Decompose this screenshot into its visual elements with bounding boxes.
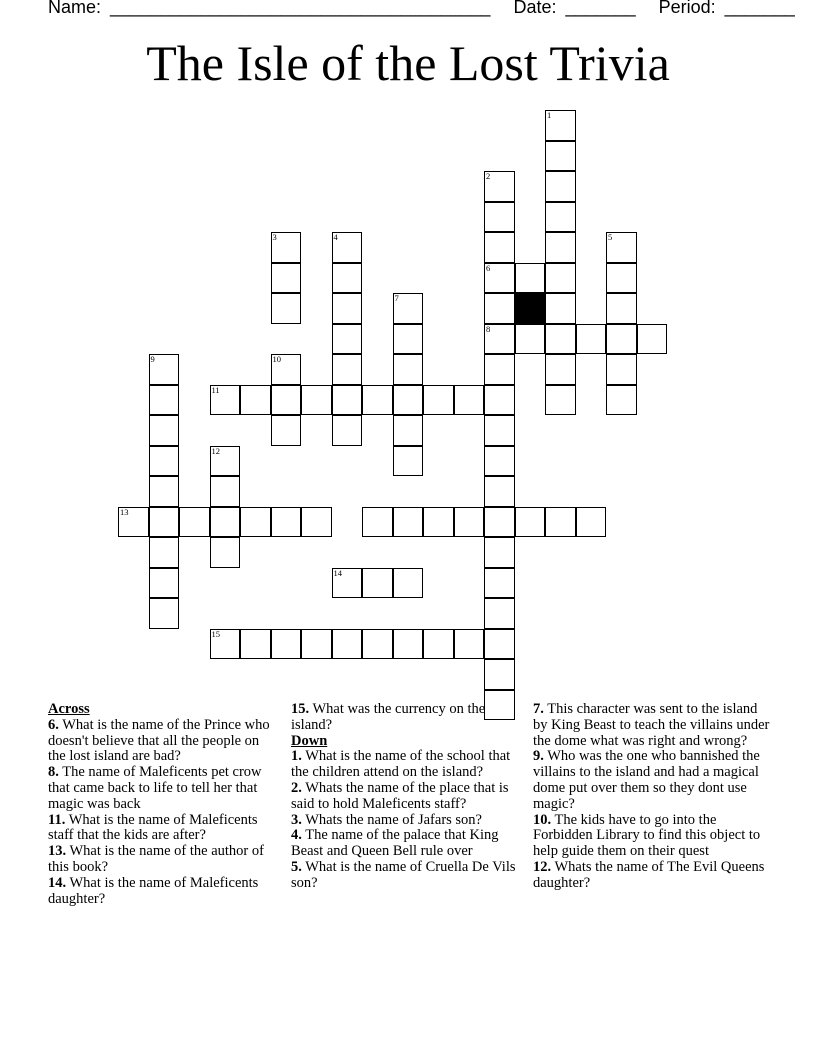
crossword-cell[interactable] <box>332 415 363 446</box>
crossword-cell[interactable] <box>118 507 149 538</box>
crossword-cell[interactable] <box>484 293 515 324</box>
crossword-cell[interactable] <box>210 537 241 568</box>
crossword-cell[interactable] <box>606 232 637 263</box>
crossword-cell[interactable] <box>301 507 332 538</box>
crossword-cell[interactable] <box>484 415 515 446</box>
crossword-cell[interactable] <box>271 232 302 263</box>
clue-item-text: This character was sent to the island by King Beast to teach the villains under the dome what was right and wrong? <box>533 701 770 749</box>
crossword-cell[interactable] <box>393 568 424 599</box>
clue-number: 4 <box>333 232 338 242</box>
clue-item-text: What is the name of the Prince who doesn't believe that all the people on the lost island are bad? <box>48 716 270 765</box>
clue-number: 5 <box>608 232 613 242</box>
clue-item-number: 6. <box>48 716 59 733</box>
crossword-cell[interactable] <box>423 385 454 416</box>
crossword-cell[interactable] <box>210 476 241 507</box>
crossword-cell[interactable] <box>301 629 332 660</box>
crossword-cell[interactable] <box>606 293 637 324</box>
page-title: The Isle of the Lost Trivia <box>146 35 670 91</box>
crossword-cell[interactable] <box>393 324 424 355</box>
period-blank[interactable]: _______ <box>724 0 795 17</box>
clue-item-number: 7. <box>533 701 544 717</box>
crossword-cell[interactable] <box>484 385 515 416</box>
crossword-cell[interactable] <box>362 568 393 599</box>
clue-item <box>48 813 273 845</box>
crossword-cell[interactable] <box>393 415 424 446</box>
crossword-cell[interactable] <box>484 263 515 294</box>
clue-item-text: What is the name of the school that the children attend on the island? <box>291 748 511 781</box>
crossword-cell[interactable] <box>271 354 302 385</box>
crossword-cell[interactable] <box>149 415 180 446</box>
clue-item <box>48 765 273 812</box>
crossword-cell[interactable] <box>240 385 271 416</box>
clue-number: 9 <box>150 354 155 364</box>
clue-item-text: What is the name of the author of this book? <box>48 843 264 875</box>
crossword-cell[interactable] <box>606 324 637 355</box>
down-heading: Down <box>291 732 328 749</box>
clue-item-text: What is the name of Maleficents daughter? <box>48 874 259 907</box>
crossword-cell[interactable] <box>271 385 302 416</box>
crossword-cell[interactable] <box>484 446 515 477</box>
crossword-cell[interactable] <box>606 385 637 416</box>
crossword-cell[interactable] <box>179 507 210 538</box>
clue-item <box>291 828 516 860</box>
across-clue-list-continued <box>291 702 516 734</box>
crossword-cell[interactable] <box>545 110 576 141</box>
crossword-cell[interactable] <box>332 385 363 416</box>
crossword-cell[interactable] <box>271 263 302 294</box>
crossword-cell[interactable] <box>149 446 180 477</box>
clue-item-number: 2. <box>291 779 302 796</box>
crossword-cell[interactable] <box>484 568 515 599</box>
crossword-cell[interactable] <box>484 476 515 507</box>
clue-item <box>48 876 273 908</box>
clue-item-text: The name of Maleficents pet crow that came back to life to tell her that magic was back <box>48 764 262 812</box>
clue-item <box>48 844 273 876</box>
crossword-cell[interactable] <box>149 598 180 629</box>
period-label: Period: <box>658 0 716 17</box>
across-heading: Across <box>48 701 90 717</box>
across-clue-list <box>48 718 273 908</box>
date-label: Date: <box>513 0 557 17</box>
clue-item-number: 8. <box>48 764 59 781</box>
crossword-cell[interactable] <box>240 507 271 538</box>
clue-item <box>533 749 771 812</box>
clue-number: 3 <box>272 232 277 242</box>
clue-item-text: What is the name of Maleficents staff that the kids are after? <box>48 811 258 844</box>
clue-item <box>291 860 516 892</box>
clue-item <box>291 813 516 829</box>
clue-item-text: Whats the name of The Evil Queens daughter? <box>533 858 765 891</box>
clue-item-number: 15. <box>291 701 310 717</box>
crossword-cell[interactable] <box>545 263 576 294</box>
clue-item-number: 3. <box>291 811 302 828</box>
crossword-cell[interactable] <box>545 385 576 416</box>
crossword-cell[interactable] <box>271 507 302 538</box>
clue-item-text: Whats the name of Jafars son? <box>301 811 482 828</box>
clue-item-number: 11. <box>48 811 66 828</box>
crossword-cell[interactable] <box>332 232 363 263</box>
crossword-cell[interactable] <box>454 385 485 416</box>
clue-number: 12 <box>211 445 220 456</box>
clue-number: 8 <box>486 323 491 334</box>
crossword-cell[interactable] <box>484 537 515 568</box>
clue-item <box>291 702 516 734</box>
crossword-cell[interactable] <box>545 354 576 385</box>
crossword-cell[interactable] <box>515 507 546 538</box>
crossword-cell[interactable] <box>484 629 515 660</box>
crossword-cell[interactable] <box>515 263 546 294</box>
crossword-cell[interactable] <box>332 324 363 355</box>
clue-item-text: Whats the name of the place that is said to hold Maleficents staff? <box>291 779 509 812</box>
crossword-cell[interactable] <box>484 232 515 263</box>
crossword-cell[interactable] <box>576 507 607 538</box>
crossword-cell[interactable] <box>606 354 637 385</box>
crossword-cell[interactable] <box>210 446 241 477</box>
crossword-cell[interactable] <box>362 629 393 660</box>
crossword-cell[interactable] <box>454 507 485 538</box>
crossword-cell[interactable] <box>545 232 576 263</box>
clue-item <box>533 702 771 749</box>
crossword-cell[interactable] <box>149 537 180 568</box>
clue-item-text: Who was the one who bannished the villains to the island and had a magical dome put over them so they dont use magic? <box>533 748 760 812</box>
crossword-cell[interactable] <box>393 293 424 324</box>
crossword-cell[interactable] <box>210 507 241 538</box>
crossword-cell[interactable] <box>454 629 485 660</box>
clue-item-number: 10. <box>533 811 552 828</box>
crossword-cell[interactable] <box>332 354 363 385</box>
name-label: Name: <box>48 0 102 17</box>
crossword-cell[interactable] <box>332 629 363 660</box>
crossword-cell[interactable] <box>240 629 271 660</box>
clue-number: 1 <box>547 110 552 120</box>
clue-item-number: 12. <box>533 858 552 875</box>
date-blank[interactable]: _______ <box>565 0 636 17</box>
clue-item-number: 5. <box>291 858 302 875</box>
crossword-cell[interactable] <box>606 263 637 294</box>
crossword-cell[interactable] <box>545 171 576 202</box>
crossword-cell[interactable] <box>149 568 180 599</box>
name-blank[interactable]: ______________________________________ <box>110 0 491 17</box>
crossword-cell[interactable] <box>484 659 515 690</box>
clue-number: 15 <box>211 628 220 639</box>
crossword-cell[interactable] <box>423 507 454 538</box>
crossword-cell[interactable] <box>484 354 515 385</box>
clue-number: 10 <box>272 354 281 364</box>
clue-item <box>291 749 516 781</box>
clues-column-1 <box>48 702 273 907</box>
crossword-cell[interactable] <box>393 446 424 477</box>
crossword-cell[interactable] <box>362 385 393 416</box>
crossword-cell[interactable] <box>149 385 180 416</box>
crossword-cell[interactable] <box>545 202 576 233</box>
crossword-cell[interactable] <box>576 324 607 355</box>
crossword-cell[interactable] <box>393 629 424 660</box>
clue-number: 11 <box>211 384 220 395</box>
crossword-cell[interactable] <box>484 507 515 538</box>
clue-item-text: What is the name of Cruella De Vils son? <box>291 858 516 891</box>
clues-column-3 <box>533 702 771 892</box>
crossword-cell[interactable] <box>271 293 302 324</box>
clue-item <box>48 718 273 765</box>
crossword-cell[interactable] <box>545 293 576 324</box>
crossword-cell[interactable] <box>545 324 576 355</box>
clue-number: 7 <box>394 293 399 303</box>
crossword-cell[interactable] <box>393 507 424 538</box>
crossword-cell[interactable] <box>149 476 180 507</box>
clue-item <box>533 813 771 860</box>
crossword-cell[interactable] <box>393 354 424 385</box>
crossword-cell[interactable] <box>332 568 363 599</box>
crossword-cell[interactable] <box>637 324 668 355</box>
crossword-cell[interactable] <box>149 507 180 538</box>
clue-number: 6 <box>486 262 491 273</box>
crossword-cell[interactable] <box>393 385 424 416</box>
down-clue-list <box>291 749 516 891</box>
clues-column-2 <box>291 702 516 892</box>
clue-item-number: 14. <box>48 874 67 891</box>
clue-number: 14 <box>333 567 342 578</box>
crossword-cell[interactable] <box>362 507 393 538</box>
crossword-cell[interactable] <box>332 293 363 324</box>
crossword-cell[interactable] <box>332 263 363 294</box>
clue-item-number: 13. <box>48 843 67 860</box>
clue-number: 2 <box>486 171 491 181</box>
clue-item-text: The kids have to go into the Forbidden Library to find this object to help guide them on their quest <box>533 811 761 860</box>
crossword-cell[interactable] <box>210 385 241 416</box>
clue-item-text: What was the currency on the island? <box>291 701 486 733</box>
crossword-cell[interactable] <box>545 141 576 172</box>
crossword-cell[interactable] <box>271 415 302 446</box>
clue-item <box>291 781 516 813</box>
clue-number: 13 <box>120 506 129 517</box>
crossword-cell[interactable] <box>515 324 546 355</box>
crossword-cell[interactable] <box>484 202 515 233</box>
crossword-cell[interactable] <box>545 507 576 538</box>
crossword-cell[interactable] <box>301 385 332 416</box>
clue-item-number: 4. <box>291 827 302 844</box>
crossword-cell[interactable] <box>484 324 515 355</box>
clue-item-number: 9. <box>533 748 544 765</box>
crossword-cell[interactable] <box>423 629 454 660</box>
clue-item-text: The name of the palace that King Beast and Queen Bell rule over <box>291 827 499 860</box>
crossword-cell[interactable] <box>210 629 241 660</box>
crossword-cell[interactable] <box>271 629 302 660</box>
down-clue-list-continued <box>533 702 771 892</box>
clue-item <box>533 860 771 892</box>
crossword-cell[interactable] <box>149 354 180 385</box>
clue-item-number: 1. <box>291 748 302 765</box>
crossword-block <box>515 293 546 324</box>
crossword-cell[interactable] <box>484 171 515 202</box>
crossword-cell[interactable] <box>484 598 515 629</box>
